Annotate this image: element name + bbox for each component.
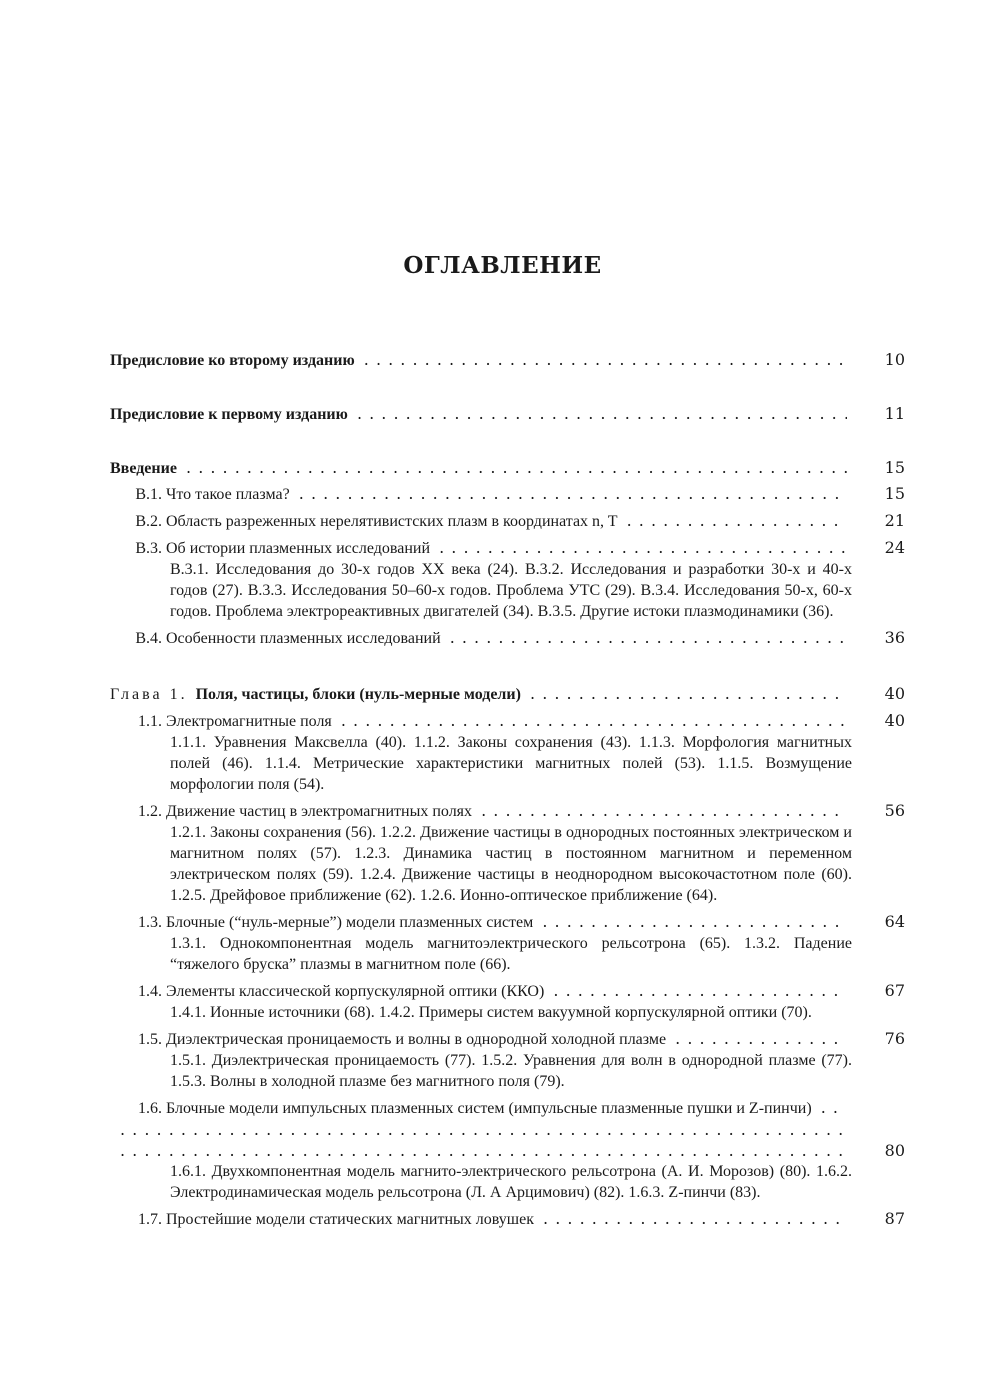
toc-subsections: В.3.1. Исследования до 30-х годов XX века (24). В.3.2. Исследования и разработки 30-х и 40-х годов (27). В.3.3. Исследования 50–60-х годов. Проблема УТС (29). В.3.4. Исследования 50-х, 60-х годов. Проблема электрореактивных двигателей (34). В.3.5. Другие истоки плазмодинамики (36). — [170, 561, 852, 620]
toc-section-title: Область разреженных нерелятивистских плазм в координатах n, T — [166, 513, 618, 530]
toc-entry-label: Предисловие к первому изданию — [110, 406, 351, 423]
toc-page-number: 40 — [884, 711, 905, 730]
toc-entry-chapter-1[interactable] — [110, 683, 905, 705]
toc-subsections: 1.6.1. Двухкомпонентная модель магнито-электрического рельсотрона (А. И. Морозов) (80). 1.6.2. Электродинамическая модель рельсотрона (Л. А Арцимович) (82). 1.6.3. Z-пинчи (83). — [170, 1163, 852, 1201]
toc-section-code: 1.4. — [138, 983, 162, 1000]
toc-section-entry[interactable] — [120, 1208, 905, 1230]
toc-section-b3 — [110, 537, 905, 622]
toc-section-entry[interactable] — [120, 980, 905, 1002]
toc-page-number: 80 — [884, 1141, 905, 1160]
toc-section-title: Что такое плазма? — [166, 486, 290, 503]
toc-section-title: Простейшие модели статических магнитных ловушек — [166, 1211, 534, 1228]
toc-section-title: Элементы классической корпускулярной оптики (ККО) — [166, 983, 545, 1000]
toc-subsections: 1.5.1. Диэлектрическая проницаемость (77). 1.5.2. Уравнения для волн в однородной плазме (77). 1.5.3. Волны в холодной плазме без магнитного поля (79). — [170, 1052, 852, 1090]
toc-entry-introduction[interactable] — [110, 457, 905, 479]
toc-page-number: 21 — [884, 511, 905, 530]
toc-section-entry[interactable] — [120, 483, 905, 505]
toc-section-entry[interactable] — [120, 510, 905, 532]
toc-section-entry[interactable] — [120, 800, 905, 822]
toc-section-title: Электромагнитные поля — [166, 713, 332, 730]
toc-section-1-6 — [110, 1097, 905, 1203]
toc-page-number: 87 — [884, 1209, 905, 1228]
toc-section-1-3 — [110, 911, 905, 975]
toc-section-title: Блочные модели импульсных плазменных систем (импульсные плазменные пушки и Z-пинчи) — [166, 1100, 812, 1117]
toc-section-title: Об истории плазменных исследований — [166, 540, 431, 557]
toc-entry-preface-2[interactable] — [110, 349, 905, 371]
toc-section-1-1 — [110, 710, 905, 795]
toc-section-code: 1.1. — [138, 713, 162, 730]
toc-section-entry[interactable] — [120, 537, 905, 559]
toc-section-title: Особенности плазменных исследований — [166, 630, 441, 647]
toc-section-1-4 — [110, 980, 905, 1023]
toc-page-number: 76 — [884, 1029, 905, 1048]
toc-section-b4 — [110, 627, 905, 649]
toc-section-code: В.1. — [135, 486, 162, 503]
table-of-contents — [110, 349, 905, 1230]
toc-page-number: 67 — [884, 981, 905, 1000]
toc-section-entry[interactable] — [120, 710, 905, 732]
toc-entry-label: Введение — [110, 460, 180, 477]
toc-section-1-7 — [110, 1208, 905, 1230]
toc-section-entry[interactable] — [120, 911, 905, 933]
toc-section-entry[interactable] — [120, 1028, 905, 1050]
toc-section-code: В.3. — [135, 540, 162, 557]
toc-section-title: Блочные (“нуль-мерные”) модели плазменных систем — [166, 914, 534, 931]
toc-page-number: 64 — [884, 912, 905, 931]
toc-section-title: Движение частиц в электромагнитных полях — [166, 803, 473, 820]
toc-entry-label: Предисловие ко второму изданию — [110, 352, 358, 369]
toc-section-entry[interactable] — [120, 627, 905, 649]
toc-page-number: 36 — [884, 628, 905, 647]
toc-section-b1 — [110, 483, 905, 505]
toc-entry-preface-1[interactable] — [110, 403, 905, 425]
toc-section-code: 1.7. — [138, 1211, 162, 1228]
toc-subsections: 1.3.1. Однокомпонентная модель магнитоэлектрического рельсотрона (65). 1.3.2. Падение “тяжелого бруска” плазмы в магнитном поле (66). — [170, 935, 852, 973]
toc-page-number: 11 — [884, 404, 905, 423]
toc-page-number: 24 — [884, 538, 905, 557]
toc-section-code: 1.3. — [138, 914, 162, 931]
toc-section-code: В.4. — [135, 630, 162, 647]
toc-subsections: 1.4.1. Ионные источники (68). 1.4.2. Примеры систем вакуумной корпускулярной оптики (70). — [170, 1004, 812, 1021]
toc-section-code: 1.6. — [138, 1100, 162, 1117]
toc-section-entry[interactable] — [120, 1097, 905, 1161]
toc-section-b2 — [110, 510, 905, 532]
toc-section-1-2 — [110, 800, 905, 906]
toc-section-code: В.2. — [135, 513, 162, 530]
toc-subsections: 1.1.1. Уравнения Максвелла (40). 1.1.2. Законы сохранения (43). 1.1.3. Морфология магнитных полей (46). 1.1.4. Метрические характеристики магнитных полей (53). 1.1.5. Возмущение морфологии поля (54). — [170, 734, 852, 793]
toc-section-code: 1.5. — [138, 1031, 162, 1048]
toc-page-number: 15 — [884, 484, 905, 503]
toc-page-number: 10 — [884, 350, 905, 369]
toc-section-code: 1.2. — [138, 803, 162, 820]
toc-page-number: 40 — [884, 684, 905, 703]
chapter-title: Поля, частицы, блоки (нуль-мерные модели) — [195, 686, 521, 703]
toc-section-title: Диэлектрическая проницаемость и волны в однородной холодной плазме — [166, 1031, 667, 1048]
toc-page-number: 15 — [884, 458, 905, 477]
chapter-label: Глава 1. — [110, 686, 188, 703]
page-title: ОГЛАВЛЕНИЕ — [403, 252, 602, 279]
toc-section-1-5 — [110, 1028, 905, 1092]
toc-subsections: 1.2.1. Законы сохранения (56). 1.2.2. Движение частицы в однородных постоянных электрическом и магнитном полях (57). 1.2.3. Динамика частиц в постоянном магнитном и переменном электрическом полях (59). 1.2.4. Движение частицы в неоднородном высокочастотном поле (60). 1.2.5. Дрейфовое приближение (62). 1.2.6. Ионно-оптическое приближение (64). — [170, 824, 852, 904]
toc-page-number: 56 — [884, 801, 905, 820]
